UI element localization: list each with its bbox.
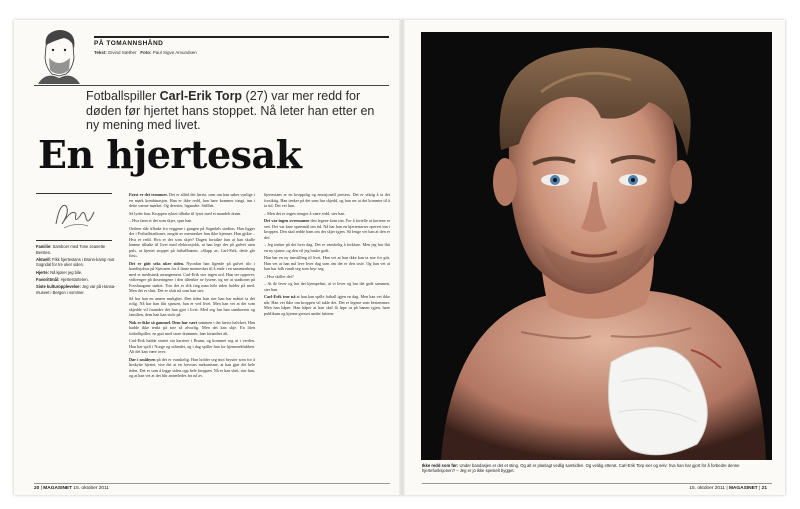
page-number-right: 21 bbox=[761, 486, 767, 491]
header-divider bbox=[34, 85, 389, 86]
paragraph-text: – Hva fann et det som skjer, spør han. bbox=[129, 218, 193, 223]
ingress-text-end: (27) var mer redd for døden før hjertet hans stoppet. Nå leter han etter en ny mening med livet. bbox=[86, 89, 375, 132]
ingress-name: Carl-Erik Torp bbox=[159, 89, 243, 103]
date-left: 15. oktober 2011 bbox=[73, 486, 110, 491]
footer-left: 20 | MAGASINET 15. oktober 2011 bbox=[34, 486, 110, 491]
paragraph-text: Han har en ny innstilling til livet. Han vet at han ikke kan ta noe for gitt. Han vet at han må leve hver dag som om det er den siste. Og han vet at han har folk rundt seg som bryr seg. bbox=[264, 255, 390, 271]
paragraph-lead: Først er det trommet. bbox=[129, 192, 169, 197]
fact-label: Familie: bbox=[36, 244, 52, 249]
signature-icon bbox=[36, 194, 114, 238]
body-paragraph bbox=[264, 211, 390, 217]
footer-rule-left bbox=[34, 483, 390, 484]
fact-label: Hjerte: bbox=[36, 269, 49, 275]
fact-text: Nå kjører jeg bile. bbox=[48, 269, 83, 275]
paragraph-lead: Nok er ikke så gammel. Dem har vært bbox=[129, 319, 199, 325]
paragraph-text: Carl-Erik hadde startet sin karriere i Brann, og kommet seg ut i verden. Han har spilt i Norge og utlandet, og i dag spiller han for hjemmeklubben. Alt det kan være over. bbox=[129, 338, 255, 354]
date-right: 15. oktober 2011 bbox=[689, 486, 726, 491]
paragraph-text: hjertestans er en kroppslig og emosjonell prosess. Det er viktig å ta det forsiktig. Han tenker på det som har skjedd, og han ser at det kommer til å ta tid. Det vet han. bbox=[264, 192, 390, 208]
body-paragraph bbox=[264, 242, 390, 253]
paragraph-lead: Det var ingen overmanne bbox=[264, 218, 311, 223]
body-paragraph bbox=[264, 274, 390, 280]
body-paragraph bbox=[264, 192, 390, 209]
body-column-1 bbox=[129, 192, 255, 381]
fact-label: Aktuell: bbox=[36, 256, 52, 262]
fact-label: Favorittmål: bbox=[36, 276, 60, 282]
byline bbox=[94, 50, 197, 55]
fact-label: Siste kulturopplevelse: bbox=[36, 283, 81, 289]
paragraph-lead: Det er gått seks uker siden. bbox=[129, 260, 187, 266]
body-paragraph bbox=[129, 357, 255, 379]
caption-lead: Ikke redd som før: bbox=[422, 463, 459, 468]
body-paragraph bbox=[129, 218, 255, 224]
body-paragraph bbox=[264, 281, 390, 292]
header-rule bbox=[94, 36, 389, 38]
factbox bbox=[36, 244, 116, 297]
body-paragraph bbox=[129, 320, 255, 337]
fact-item bbox=[36, 257, 116, 268]
author-sketch-portrait bbox=[34, 28, 84, 84]
caption-text: Under bandasjen er det et sting. Og alt er planlagt vedlig samtidlen. Og veldig etterat. Carl-Erik Torp sier og selv: hva han har gjort for å forbedre denne hjertefunksjonen? – Jeg er jo ikke spesielt bygget. bbox=[422, 463, 740, 474]
fact-text: Hjertestarteren. bbox=[59, 276, 89, 282]
fact-text: Samboer med Tone Jeanette Bersten. bbox=[36, 244, 106, 255]
body-paragraph bbox=[129, 211, 255, 217]
body-paragraph bbox=[129, 226, 255, 259]
body-column-2 bbox=[264, 192, 390, 318]
paragraph-text: på det er vanskelig. Han holder seg mot bryster som for å beskytte hjertet, vise det at en forsvars mekanisme, at han gjør det hele tiden. Det er som å legge siden opp hele kroppen. Nå er han slutt, sier han, og at han vet at det blir annerledes fra nå av. bbox=[129, 356, 255, 378]
spread-gutter bbox=[399, 20, 405, 495]
paragraph-text: – At de lever og har det kjempefint, at vi lever og har det godt sammen, sier han. bbox=[264, 281, 390, 292]
section-kicker: PÅ TOMANNSHÅND bbox=[94, 40, 164, 47]
fact-item bbox=[36, 270, 116, 276]
footer-right: 15. oktober 2011 | MAGASINET | 21 bbox=[689, 486, 767, 491]
paragraph-text: sammen i det første halvåret. Han hadde ikke tenkt på noe så alvorlig. Men det kan skje. En liten fotballspiller, en gutt med store drømmer, han forandret alt. bbox=[129, 319, 256, 336]
magazine-spread bbox=[14, 20, 785, 495]
portrait-photo bbox=[421, 32, 772, 460]
paragraph-text: Så har han en annen mulighet. Den tiden han sier han har måttet ta det rolig. Nå har han fått sjansen, han er ved livet. Men han vet at det som skjedde vil forandre det han gjør i livet. Med seg har han samboeren og familien, dem han kan stole på. bbox=[129, 295, 255, 317]
ingress bbox=[86, 89, 391, 133]
body-paragraph bbox=[129, 338, 255, 355]
fact-item bbox=[36, 244, 116, 255]
fact-item bbox=[36, 277, 116, 283]
headline: En hjertesak bbox=[38, 132, 302, 177]
body-paragraph bbox=[129, 296, 255, 318]
text-author: Eivind Sæther bbox=[108, 50, 137, 55]
fact-text: Fikk hjertestans i Brann-kamp mot Sogndal for tre uker siden. bbox=[36, 256, 115, 268]
body-paragraph bbox=[129, 261, 255, 294]
fact-text: Jeg var på Hansa-museet i Bergen i sommer. bbox=[36, 283, 116, 295]
paragraph-lead: Carl-Erik tror nå bbox=[264, 294, 297, 299]
paragraph-text: Så lyder han. Kroppen ryktet tilbake til lyset med et mandelt drøm. bbox=[129, 210, 242, 216]
magazine-name-right: MAGASINET bbox=[728, 486, 758, 491]
paragraph-text: at han kan spille fotball igjen en dag. Men han vet ikke når. Han vet ikke om kroppen vil takle det. Det er legene som bestemmer. Men han håper. Han håper at han skal få løpe ut på banen igjen, høre publikum og kjenne gresset under føttene. bbox=[264, 294, 390, 316]
body-paragraph bbox=[264, 255, 390, 272]
paragraph-text: – Men det er ingen trenger å være redd, sier han. bbox=[264, 210, 346, 216]
body-paragraph bbox=[264, 218, 390, 240]
paragraph-text: Ordene slår tilbake fra veggene i gangen på Sogndals stadion. Han ligger der i Fotballstadionet, omgitt av mennesker han ikke kjenner. Han gjikte – Hva er redd. Hva er det som skjer? Dagen forutløe han at han skulle hamne tilbake til livet med elektrosjokk, at han lege der på gulvet uten puls, at hjertet stoppet på fotballbanen, «Slapp av, Carl-Erik, dette går fint». bbox=[129, 225, 255, 258]
text-label: Tekst: bbox=[94, 50, 107, 55]
paragraph-text: den legene kom inn. For å fortelle at kortene er sett. Det var bare spørsmål om tid. Nå har han en hjertestarter operert inn i kroppen. Den skal redde ham om det skjer igjen. Så lenge vet han at den er der. bbox=[264, 218, 390, 240]
paragraph-text: Det er alltid det første, som om han søker synlige i en mørk kombinasjon. Han er ikke redd, han bare kommer tungt, inn i dette varme mørket. Og deretter, lagsmåte. Stillhet. bbox=[129, 192, 255, 208]
page-number-left: 20 bbox=[34, 486, 40, 491]
paragraph-text: – Hva skiller det? bbox=[264, 273, 294, 279]
photo-author: Paul Sigve Amundsen bbox=[152, 50, 197, 55]
footer-rule-right bbox=[422, 483, 772, 484]
body-paragraph bbox=[129, 192, 255, 209]
magazine-name-left: MAGASINET bbox=[43, 486, 73, 491]
paragraph-lead: Dør i småbyen bbox=[129, 356, 157, 362]
photo-label: Foto: bbox=[140, 50, 152, 55]
paragraph-text: Nyordan han ligende på gulvet tilo i kondisjohus på Sjøvaren for å finne mennesket til å ende i en sammenheng med et medisinsk arrangement. Carl-Erik sier ingen ord. Han ser oppover, vidtrenger på doseringene i den tiltenkte av lysene, og ser at stadionet på Fosshaugane støttet. Tror det er slik ting man hele tiden holder på med. Men det er slutt. Det er slutt nå som han sier. bbox=[129, 260, 255, 293]
fact-item bbox=[36, 284, 116, 295]
paragraph-text: – Jeg tenker på det hver dag. Det er vanskelig å forklare. Men jeg har fått en ny sjanse, og den vil jeg bruke godt. bbox=[264, 242, 390, 253]
photo-caption bbox=[422, 463, 772, 474]
factbox-bottom-rule bbox=[36, 240, 112, 241]
body-paragraph bbox=[264, 294, 390, 316]
ingress-text-start: Fotballspiller bbox=[86, 89, 160, 103]
